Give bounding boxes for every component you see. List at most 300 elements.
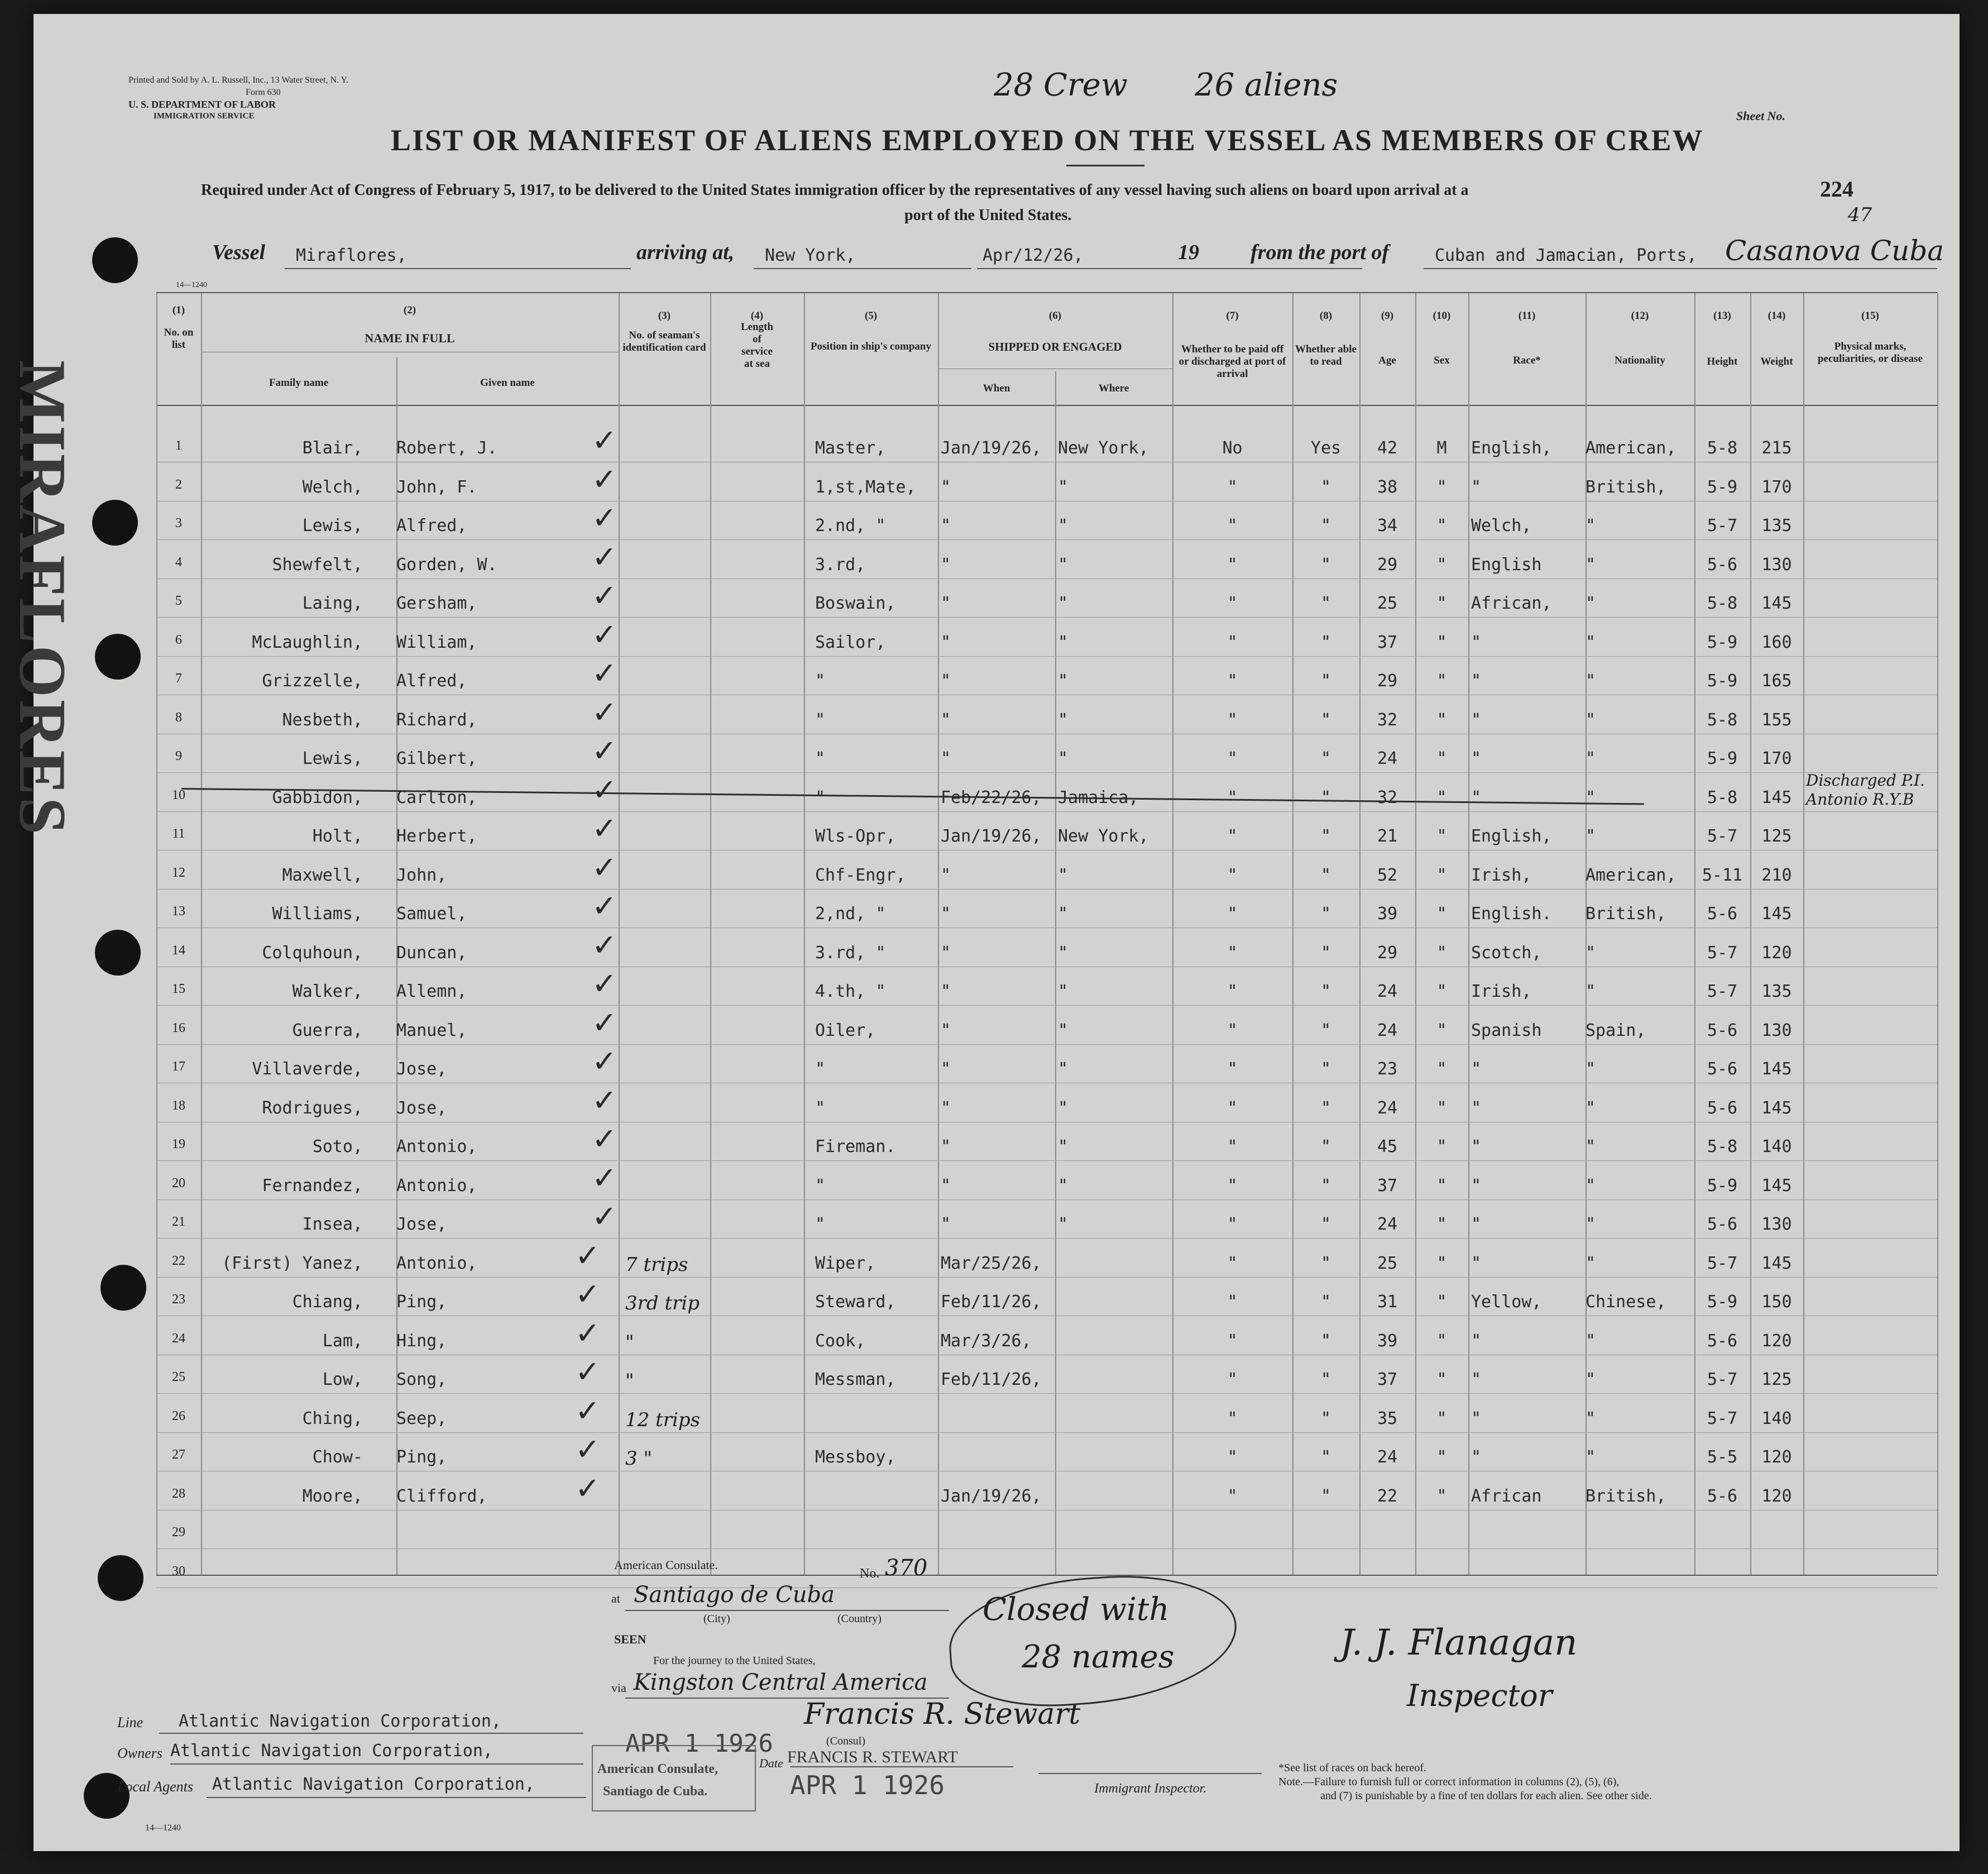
check-mark-icon: ✓ (575, 1237, 601, 1273)
position: Fireman. (815, 1137, 896, 1156)
shipped-when: " (941, 1020, 951, 1040)
able-to-read: " (1320, 826, 1331, 846)
handwritten-crew-count: 28 Crew (994, 67, 1128, 103)
consulate-city: Santiago de Cuba (634, 1582, 835, 1608)
age: 34 (1377, 516, 1398, 536)
family-name: Nesbeth, (282, 710, 363, 730)
check-mark-icon: ✓ (592, 616, 617, 652)
shipped-when: " (941, 1175, 951, 1196)
rule (159, 1733, 583, 1734)
row-number: 22 (172, 1253, 185, 1268)
nationality: Spain, (1585, 1020, 1646, 1040)
given-name: Jose, (396, 1059, 447, 1079)
weight: 170 (1761, 477, 1792, 497)
able-to-read: " (1320, 1175, 1331, 1196)
row-number: 19 (172, 1137, 185, 1151)
check-mark-icon: ✓ (592, 927, 617, 963)
age: 24 (1377, 982, 1398, 1001)
check-mark-icon: ✓ (575, 1354, 601, 1389)
shipped-when: " (941, 671, 951, 691)
handwritten-alien-count: 26 aliens (1195, 67, 1338, 103)
race: " (1471, 1098, 1482, 1118)
department: U. S. DEPARTMENT OF LABOR (128, 99, 276, 110)
consul-label: (Consul) (826, 1735, 865, 1747)
paid-off: " (1227, 1253, 1238, 1273)
able-to-read: " (1320, 632, 1331, 652)
shipped-when: " (941, 943, 951, 963)
col3-number: (3) (658, 310, 671, 322)
check-mark-icon: ✓ (592, 733, 617, 768)
shipped-when: " (941, 1059, 951, 1079)
given-name: John, F. (396, 477, 477, 497)
sex: " (1436, 787, 1447, 807)
paid-off: " (1227, 1175, 1238, 1196)
col13-number: (13) (1713, 310, 1731, 322)
age: 29 (1377, 671, 1398, 691)
given-name: Carlton, (396, 787, 477, 807)
race: Irish, (1471, 982, 1532, 1001)
paid-off: No (1222, 438, 1243, 458)
shipped-when: Feb/11/26, (941, 1292, 1042, 1312)
col5-header: Position in ship's company (811, 341, 931, 352)
sex: " (1436, 516, 1447, 536)
given-name: Manuel, (396, 1020, 467, 1040)
able-to-read: " (1320, 1292, 1331, 1312)
given-name: Alfred, (396, 671, 467, 691)
position: 3.rd, (815, 554, 866, 575)
check-mark-icon: ✓ (592, 811, 617, 846)
column-divider (804, 293, 805, 1575)
paid-off: " (1227, 1059, 1238, 1079)
shipped-where: New York, (1058, 826, 1149, 846)
weight: 145 (1761, 1175, 1792, 1196)
family-name: Grizzelle, (262, 671, 363, 691)
position: Chf-Engr, (815, 865, 906, 885)
height: 5-8 (1707, 787, 1738, 807)
rule (977, 268, 1362, 269)
race: " (1471, 1137, 1482, 1156)
shipped-when: " (941, 1098, 951, 1118)
column-divider (1055, 371, 1056, 1575)
nationality: " (1585, 1175, 1596, 1196)
age: 37 (1377, 1370, 1398, 1389)
age: 24 (1377, 1020, 1398, 1040)
punch-hole (92, 237, 138, 283)
family-name: (First) Yanez, (222, 1253, 363, 1273)
shipped-when: " (941, 554, 951, 575)
col1-number: (1) (172, 304, 185, 316)
able-to-read: " (1320, 982, 1331, 1001)
shipped-where: " (1058, 671, 1069, 691)
race: " (1471, 1059, 1482, 1079)
row-number: 10 (172, 787, 185, 802)
row-rule (156, 1160, 1937, 1161)
stamp-place: Santiago de Cuba. (603, 1784, 708, 1799)
position: Steward, (815, 1292, 896, 1312)
col10-number: (10) (1433, 310, 1451, 322)
row-rule (156, 1238, 1937, 1239)
able-to-read: " (1320, 904, 1331, 924)
position: Wiper, (815, 1253, 876, 1273)
row-rule (156, 1044, 1937, 1045)
family-name: Williams, (272, 904, 363, 924)
weight: 120 (1761, 1447, 1792, 1467)
age: 24 (1377, 1447, 1398, 1467)
able-to-read: Yes (1310, 438, 1342, 458)
shipped-where: " (1058, 865, 1069, 885)
weight: 165 (1761, 671, 1792, 691)
row-number: 2 (175, 477, 182, 492)
check-mark-icon: ✓ (592, 1160, 617, 1196)
race: " (1471, 632, 1482, 652)
col14-header: Weight (1760, 356, 1793, 367)
weight: 130 (1761, 1020, 1792, 1040)
position: 2.nd, " (815, 516, 886, 536)
paid-off: " (1227, 1408, 1238, 1428)
shipped-where: " (1058, 1137, 1069, 1156)
sex: " (1436, 1215, 1447, 1234)
age: 38 (1377, 477, 1398, 497)
sex: " (1436, 1098, 1447, 1118)
paid-off: " (1227, 865, 1238, 885)
line-value: Atlantic Navigation Corporation, (179, 1712, 501, 1731)
row-number: 6 (175, 632, 182, 647)
check-mark-icon: ✓ (575, 1470, 601, 1506)
position: Wls-Opr, (815, 826, 896, 846)
sex: " (1436, 904, 1447, 924)
col4-header: Length of service at sea (740, 321, 774, 370)
race: African, (1471, 594, 1552, 613)
row-number: 21 (172, 1215, 185, 1229)
shipped-when: " (941, 1137, 951, 1156)
nationality: " (1585, 943, 1596, 963)
given-name: Samuel, (396, 904, 467, 924)
age: 32 (1377, 787, 1398, 807)
shipped-when: " (941, 1215, 951, 1234)
table-bottom-rule (156, 1575, 1937, 1576)
age: 21 (1377, 826, 1398, 846)
family-name: Soto, (312, 1137, 363, 1156)
shipped-when: " (941, 632, 951, 652)
given-name: Gersham, (396, 594, 477, 613)
given-name: Clifford, (396, 1486, 487, 1506)
column-divider (1468, 293, 1469, 1575)
height: 5-9 (1707, 1292, 1738, 1312)
weight: 140 (1761, 1137, 1792, 1156)
family-name: McLaughlin, (252, 632, 363, 652)
inspector-signature: J. J. Flanagan (1340, 1622, 1578, 1663)
height: 5-9 (1707, 477, 1738, 497)
race: Scotch, (1471, 943, 1542, 963)
position: " (815, 671, 826, 691)
family-name: Villaverde, (252, 1059, 363, 1079)
sex: " (1436, 1253, 1447, 1273)
weight: 140 (1761, 1408, 1792, 1428)
able-to-read: " (1320, 1020, 1331, 1040)
row-rule (156, 1005, 1937, 1006)
able-to-read: " (1320, 1215, 1331, 1234)
height: 5-6 (1707, 1020, 1738, 1040)
shipped-where: " (1058, 516, 1069, 536)
position: 2,nd, " (815, 904, 886, 924)
stamp-consulate: American Consulate, (597, 1762, 718, 1776)
weight: 210 (1761, 865, 1792, 885)
shipped-when: " (941, 516, 951, 536)
row-number: 18 (172, 1098, 185, 1113)
race: " (1471, 477, 1482, 497)
nationality: " (1585, 787, 1596, 807)
nationality: " (1585, 671, 1596, 691)
nationality: " (1585, 710, 1596, 730)
age: 23 (1377, 1059, 1398, 1079)
col12-header: Nationality (1615, 355, 1665, 366)
line-label: Line (117, 1714, 143, 1730)
column-divider (156, 293, 157, 1575)
row-number: 5 (175, 594, 182, 608)
col6-number: (6) (1048, 310, 1062, 322)
owners-value: Atlantic Navigation Corporation, (170, 1741, 493, 1761)
shipped-where: " (1058, 1098, 1069, 1118)
col12-number: (12) (1631, 310, 1649, 322)
consulate-stamp (592, 1745, 756, 1811)
position: Cook, (815, 1331, 866, 1351)
given-name: Hing, (396, 1331, 447, 1351)
sex: " (1436, 982, 1447, 1001)
row-number: 26 (172, 1408, 185, 1423)
row-rule (156, 1277, 1937, 1278)
row-number: 1 (175, 438, 182, 453)
check-mark-icon: ✓ (592, 1005, 617, 1040)
position: 3.rd, " (815, 943, 886, 963)
nationality: American, (1585, 438, 1676, 458)
sex: " (1436, 826, 1447, 846)
weight: 145 (1761, 904, 1792, 924)
sex: M (1436, 438, 1447, 458)
height: 5-6 (1707, 1215, 1738, 1234)
shipped-when: Mar/25/26, (941, 1253, 1042, 1273)
check-mark-icon: ✓ (575, 1393, 601, 1428)
able-to-read: " (1320, 516, 1331, 536)
nationality: British, (1585, 1486, 1666, 1506)
sex: " (1436, 943, 1447, 963)
family-name: Welch, (302, 477, 363, 497)
col11-number: (11) (1518, 310, 1536, 322)
consul-name: FRANCIS R. STEWART (787, 1748, 958, 1766)
paid-off: " (1227, 826, 1238, 846)
col14-number: (14) (1767, 310, 1786, 322)
paid-off: " (1227, 477, 1238, 497)
form-subtitle-2: port of the United States. (904, 207, 1072, 224)
weight: 135 (1761, 516, 1792, 536)
height: 5-6 (1707, 1486, 1738, 1506)
nationality: " (1585, 1408, 1596, 1428)
weight: 130 (1761, 1215, 1792, 1234)
given-name: Ping, (396, 1292, 447, 1312)
column-divider (1937, 293, 1938, 1575)
height: 5-9 (1707, 671, 1738, 691)
height: 5-8 (1707, 1137, 1738, 1156)
id-card: " (625, 1331, 634, 1354)
race: " (1471, 1370, 1482, 1389)
rule (754, 268, 971, 269)
shipped-where: New York, (1058, 438, 1149, 458)
age: 31 (1377, 1292, 1398, 1312)
position: Boswain, (815, 594, 896, 613)
family-name: Moore, (302, 1486, 363, 1506)
check-mark-icon: ✓ (592, 1082, 617, 1118)
family-name: Holt, (312, 826, 363, 846)
nationality: " (1585, 1059, 1596, 1079)
shipped-where: " (1058, 1215, 1069, 1234)
row-number: 14 (172, 943, 185, 958)
punch-hole (100, 1265, 146, 1311)
shipped-where: " (1058, 982, 1069, 1001)
stamp-number: 224 (1820, 176, 1853, 202)
family-name: Chiang, (292, 1292, 363, 1312)
shipped-where: " (1058, 749, 1069, 768)
consulate-label: American Consulate. (614, 1558, 718, 1572)
row-rule (156, 1393, 1937, 1394)
check-mark-icon: ✓ (592, 656, 617, 691)
race: " (1471, 671, 1482, 691)
col4-number: (4) (750, 310, 764, 322)
col6-header: SHIPPED OR ENGAGED (988, 340, 1122, 353)
sex: " (1436, 1408, 1447, 1428)
consulate-at-label: at (611, 1591, 620, 1605)
race: English, (1471, 826, 1552, 846)
position: " (815, 710, 826, 730)
stamp-date-received: APR 1 1926 (625, 1729, 773, 1758)
sex: " (1436, 1331, 1447, 1351)
shipped-when: " (941, 749, 951, 768)
able-to-read: " (1320, 554, 1331, 575)
height: 5-6 (1707, 1098, 1738, 1118)
id-card: 3rd trip (625, 1292, 700, 1314)
column-divider (619, 293, 620, 1575)
position: Sailor, (815, 632, 886, 652)
shipped-where: " (1058, 943, 1069, 963)
col1-header: No. on list (164, 327, 194, 351)
check-mark-icon: ✓ (592, 888, 617, 924)
id-card: 3 " (625, 1447, 653, 1470)
row-rule (156, 1432, 1937, 1433)
sex: " (1436, 1370, 1447, 1389)
weight: 145 (1761, 1098, 1792, 1118)
row-number: 8 (175, 710, 182, 725)
row-rule (156, 539, 1937, 540)
height: 5-6 (1707, 1331, 1738, 1351)
nationality: Chinese, (1585, 1292, 1666, 1312)
col8-number: (8) (1319, 310, 1333, 322)
age: 45 (1377, 1137, 1398, 1156)
row-number: 25 (172, 1370, 185, 1384)
age: 39 (1377, 904, 1398, 924)
given-name: Gorden, W. (396, 554, 497, 575)
stamp-date-consul: APR 1 1926 (790, 1770, 945, 1800)
check-mark-icon: ✓ (592, 772, 617, 807)
race: " (1471, 1408, 1482, 1428)
height: 5-6 (1707, 1059, 1738, 1079)
paid-off: " (1227, 982, 1238, 1001)
nationality: British, (1585, 904, 1666, 924)
year-label: 19 (1178, 241, 1199, 264)
nationality: " (1585, 1137, 1596, 1156)
rule (1038, 1773, 1262, 1774)
nationality: American, (1585, 865, 1676, 885)
able-to-read: " (1320, 1447, 1331, 1467)
paid-off: " (1227, 1292, 1238, 1312)
race: African (1471, 1486, 1542, 1506)
given-name: Ping, (396, 1447, 447, 1467)
race: Welch, (1471, 516, 1532, 536)
check-mark-icon: ✓ (592, 578, 617, 613)
position: Messboy, (815, 1447, 896, 1467)
row-number: 20 (172, 1175, 185, 1191)
shipped-where: " (1058, 554, 1069, 575)
rule (285, 268, 631, 269)
check-mark-icon: ✓ (592, 539, 617, 575)
height: 5-6 (1707, 554, 1738, 575)
age: 52 (1377, 865, 1398, 885)
race: English. (1471, 904, 1552, 924)
shipped-when: " (941, 904, 951, 924)
col6-when-header: When (983, 383, 1010, 394)
row-number: 27 (172, 1447, 185, 1462)
shipped-when: Jan/19/26, (941, 826, 1042, 846)
check-mark-icon: ✓ (592, 849, 617, 885)
col3-header: No. of seaman's identification card (622, 329, 706, 353)
nationality: " (1585, 632, 1596, 652)
position: " (815, 787, 826, 807)
row-number: 28 (172, 1486, 185, 1501)
given-name: Song, (396, 1370, 447, 1389)
given-name: Alfred, (396, 516, 467, 536)
weight: 120 (1761, 943, 1792, 963)
weight: 120 (1761, 1331, 1792, 1351)
race: Spanish (1471, 1020, 1542, 1040)
height: 5-7 (1707, 1253, 1738, 1273)
agents-label: Local Agents (117, 1779, 194, 1795)
paid-off: " (1227, 787, 1238, 807)
arriving-port: New York, (765, 246, 856, 265)
given-name: Seep, (396, 1408, 447, 1428)
vessel-label: Vessel (212, 241, 265, 264)
col10-header: Sex (1434, 355, 1450, 366)
able-to-read: " (1320, 594, 1331, 613)
col13-header: Height (1707, 356, 1738, 367)
row-number: 9 (175, 749, 182, 763)
given-name: Jose, (396, 1215, 447, 1234)
height: 5-8 (1707, 710, 1738, 730)
handwritten-port-number: 47 (1848, 204, 1872, 226)
paid-off: " (1227, 632, 1238, 652)
weight: 145 (1761, 1059, 1792, 1079)
shipped-when: " (941, 477, 951, 497)
closed-note-line-2: 28 names (1022, 1639, 1175, 1675)
col9-header: Age (1378, 355, 1396, 366)
shipped-where: " (1058, 594, 1069, 613)
position: 1,st,Mate, (815, 477, 916, 497)
check-mark-icon: ✓ (592, 1044, 617, 1079)
nationality: " (1585, 826, 1596, 846)
nationality: " (1585, 749, 1596, 768)
sex: " (1436, 1059, 1447, 1079)
family-name: Insea, (302, 1215, 363, 1234)
form-title: LIST OR MANIFEST OF ALIENS EMPLOYED ON THE VESSEL AS MEMBERS OF CREW (391, 123, 1704, 157)
row-number: 12 (172, 865, 185, 880)
row-number: 15 (172, 982, 185, 996)
sex: " (1436, 865, 1447, 885)
